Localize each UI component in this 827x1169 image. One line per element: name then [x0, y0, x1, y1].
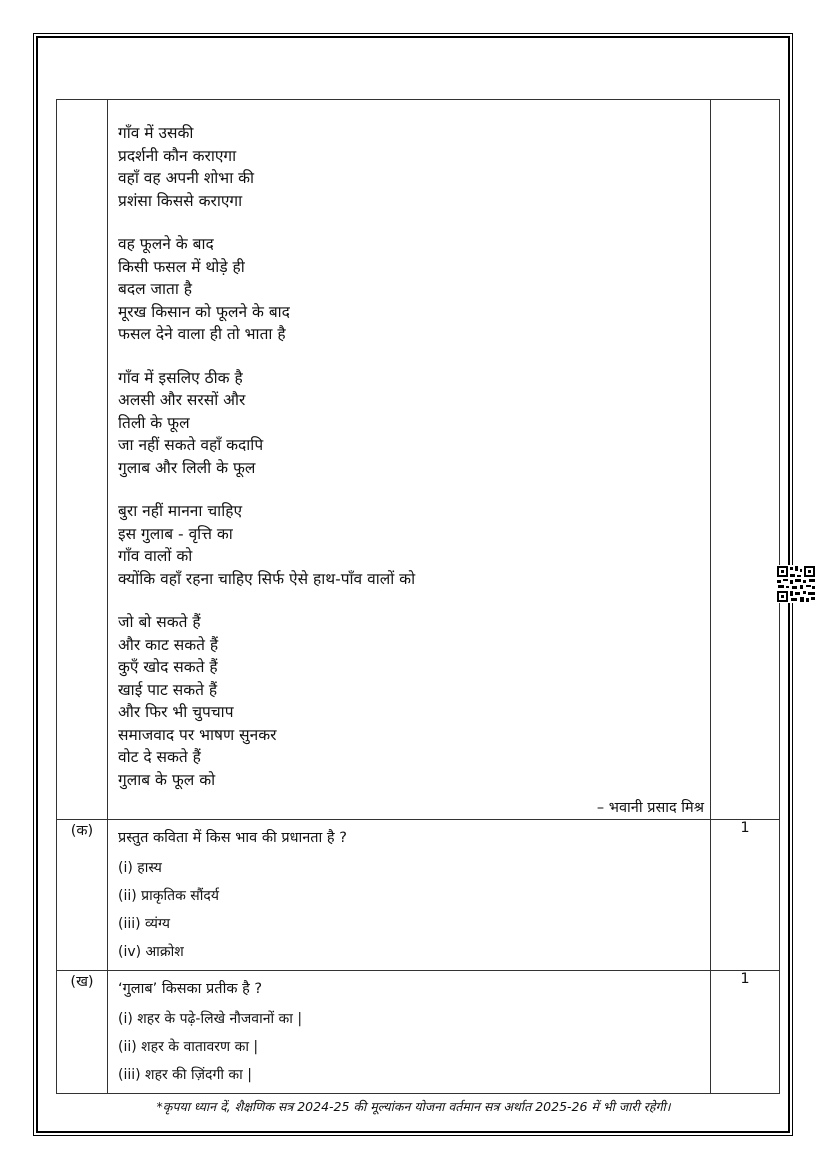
poem-line: गुलाब के फूल को [118, 770, 216, 789]
poem-line: किसी फसल में थोड़े ही [118, 257, 245, 276]
poem-line: समाजवाद पर भाषण सुनकर [118, 725, 277, 744]
poem-line: वहाँ वह अपनी शोभा की [118, 169, 255, 187]
option: (i) शहर के पढ़े-लिखे नौजवानों का | [118, 1011, 303, 1027]
poem-line: प्रशंसा किससे कराएगा [118, 191, 243, 210]
poem [108, 100, 710, 791]
option: (iv) आक्रोश [118, 944, 184, 960]
poem-line: अलसी और सरसों और [118, 391, 246, 409]
footer-note: *कृपया ध्यान दें, शैक्षणिक सत्र 2024-25 की मूल्यांकन योजना वर्तमान सत्र अर्थात 2025-26 में भी जारी रहेगी। [156, 1099, 671, 1114]
poem-line: कुएँ खोद सकते हैं [118, 658, 218, 676]
poem-line: खाई पाट सकते हैं [118, 680, 218, 699]
poem-line: प्रदर्शनी कौन कराएगा [118, 146, 237, 165]
option: (i) हास्य [118, 860, 162, 876]
question-text: ‘गुलाब’ किसका प्रतीक है ? [118, 981, 263, 997]
poem-line: गाँव में इसलिए ठीक है [118, 368, 243, 387]
poem-stanza [118, 122, 702, 212]
question-label: (ख) [57, 971, 108, 1094]
poem-line: गाँव में उसकी [118, 124, 194, 142]
question-row-kha [57, 971, 780, 1094]
question-row-ka [57, 820, 780, 971]
poem-line: जा नहीं सकते वहाँ कदापि [118, 436, 264, 454]
poem-line: बुरा नहीं मानना चाहिए [118, 502, 243, 520]
poem-line: और फिर भी चुपचाप [118, 703, 234, 721]
empty-label-cell [57, 100, 108, 820]
poem-line: वह फूलने के बाद [118, 235, 214, 253]
poem-line: फसल देने वाला ही तो भाता है [118, 325, 286, 343]
qr-code-icon [776, 565, 816, 603]
marks: 1 [711, 971, 780, 1094]
poem-stanza [118, 367, 702, 480]
question-table [56, 99, 780, 1094]
option: (iii) शहर की ज़िंदगी का | [118, 1067, 252, 1083]
option: (ii) प्राकृतिक सौंदर्य [118, 888, 219, 904]
question-label: (क) [57, 820, 108, 971]
poem-line: क्योंकि वहाँ रहना चाहिए सिर्फ ऐसे हाथ-पाँव वालों को [118, 569, 416, 588]
poem-line: मूरख किसान को फूलने के बाद [118, 302, 290, 321]
poem-line: बदल जाता है [118, 280, 193, 298]
question-cell [108, 971, 711, 1094]
poem-stanza [118, 611, 702, 791]
poem-stanza [118, 500, 702, 590]
poem-line: इस गुलाब - वृत्ति का [118, 524, 233, 543]
question-cell [108, 820, 711, 971]
option: (iii) व्यंग्य [118, 916, 171, 932]
question-text: प्रस्तुत कविता में किस भाव की प्रधानता है ? [118, 830, 347, 846]
empty-marks-cell [711, 100, 780, 820]
poem-row [57, 100, 780, 820]
poem-cell [108, 100, 711, 820]
poem-author: – भवानी प्रसाद मिश्र [596, 800, 704, 816]
poem-line: जो बो सकते हैं [118, 613, 201, 631]
poem-line: और काट सकते हैं [118, 635, 219, 654]
poem-line: वोट दे सकते हैं [118, 748, 201, 766]
poem-stanza [118, 233, 702, 346]
option: (ii) शहर के वातावरण का | [118, 1039, 259, 1055]
poem-line: तिली के फूल [118, 413, 190, 432]
poem-line: गुलाब और लिली के फूल [118, 458, 256, 477]
poem-line: गाँव वालों को [118, 547, 193, 565]
marks: 1 [711, 820, 780, 971]
